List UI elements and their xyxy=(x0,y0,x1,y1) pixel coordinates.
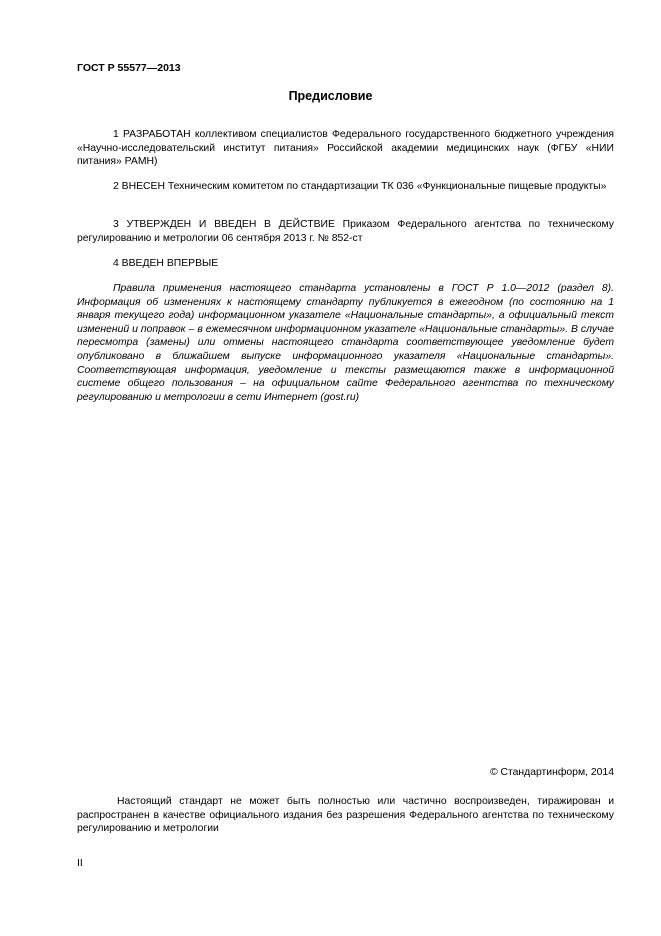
page-title: Предисловие xyxy=(288,89,373,103)
paragraph-approved: 3 УТВЕРЖДЕН И ВВЕДЕН В ДЕЙСТВИЕ Приказом Федерального агентства по техническому регулированию и метрологии 06 сентября 2013 г. № 852-ст xyxy=(77,219,614,244)
paragraph-introduced-by: 2 ВНЕСЕН Техническим комитетом по стандартизации ТК 036 «Функциональные пищевые продукты» xyxy=(113,181,607,192)
document-code: ГОСТ Р 55577—2013 xyxy=(77,62,181,74)
page-number: II xyxy=(77,858,83,869)
copyright-line: © Стандартинформ, 2014 xyxy=(489,767,614,778)
reproduction-notice: Настоящий стандарт не может быть полностью или частично воспроизведен, тиражирован и распространен в качестве официального издания без разрешения Федерального агентства по техническому регулированию и метрологии xyxy=(77,796,614,835)
application-rules-note: Правила применения настоящего стандарта установлены в ГОСТ Р 1.0—2012 (раздел 8). Информация об изменениях к настоящему стандарту публикуется в ежегодном (по состоянию на 1 января текущего года) информационном указателе «Национальные стандарты», а официальный текст изменений и поправок – в ежемесячном информационном указателе «Национальные стандарты». В случае пересмотра (замены) или отмены настоящего стандарта соответствующее уведомление будет опубликовано в ближайшем выпуске информационного указателя «Национальные стандарты». Соответствующая информация, уведомление и тексты размещаются также в информационной системе общего пользования – на официальном сайте Федерального агентства по техническому регулированию и метрологии в сети Интернет (gost.ru) xyxy=(77,283,614,403)
paragraph-first-introduced: 4 ВВЕДЕН ВПЕРВЫЕ xyxy=(113,258,219,269)
paragraph-developed-by: 1 РАЗРАБОТАН коллективом специалистов Федерального государственного бюджетного учреждения «Научно-исследовательский институт питания» Российской академии медицинских наук (ФГБУ «НИИ питания» РАМН) xyxy=(77,129,614,168)
